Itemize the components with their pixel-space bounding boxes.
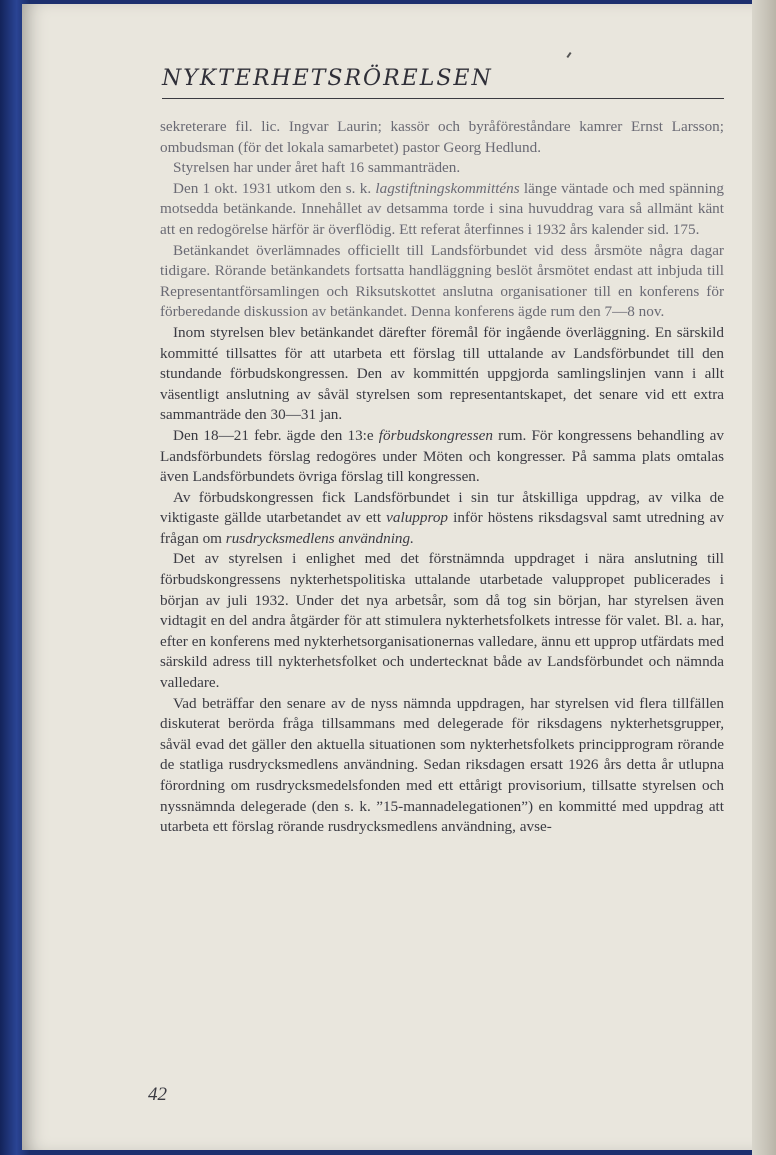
text-run: rum. För kongressens behandling av Landsförbundets förslag redogöres under Möten och kongresser. På samma plats omtalas även Landsförbundets övriga förslag till kongressen. — [160, 426, 724, 486]
paragraph — [160, 179, 724, 241]
italic-term: förbudskongressen — [378, 426, 493, 444]
paragraph — [160, 158, 724, 179]
text-run: länge väntade och med spänning motsedda betänkande. Innehållet av detsamma torde i sina huvuddrag vara så allmänt känt att en redogörelse härför är överflödig. Ett referat återfinnes i 1932 års kalender sid. 175. — [160, 179, 724, 238]
page-stack-edge — [752, 0, 776, 1155]
paragraph — [160, 241, 724, 323]
text-run: Det av styrelsen i enlighet med det förstnämnda uppdraget i nära anslutning till förbudskongressens nykterhetspolitiska uttalande utarbetade valuppropet publicerades i början av juli 1932. Under det nya arbetsår, som då tog sin början, har styrelsen även vidtagit en del andra åtgärder för att stimulera nykterhetsfolkets intresse för valet. Bl. a. har, efter en konferens med nykterhetsorganisationernas valledare, ännu ett upprop utfärdats med särskild adress till nykterhetsfolket och undertecknat både av Landsförbundet och nämnda valledare. — [160, 550, 724, 692]
text-run: sekreterare fil. lic. Ingvar Laurin; kassör och byråföreståndare kamrer Ernst Larsson; ombudsman (för det lokala samarbetet) pastor Georg Hedlund. — [160, 118, 724, 156]
text-run: Inom styrelsen blev betänkandet därefter föremål för ingående överläggning. En särskild kommitté tillsattes för att utarbeta ett förslag till uttalande av Landsförbundet till den stundande förbudskongressen. Den av kommittén uppgjorda samlingslinjen vann i allt väsentligt anslutning av såväl styrelsen som representantskapet, det senare vid ett extra sammanträde den 30—31 jan. — [160, 323, 724, 424]
italic-term: lagstiftningskommitténs — [375, 179, 520, 197]
paragraph — [160, 488, 724, 550]
page-number: 42 — [148, 1084, 167, 1105]
text-run: inför höstens riksdagsval samt utredning av frågan om — [160, 509, 725, 547]
paragraph — [160, 323, 724, 426]
paragraph — [160, 549, 724, 693]
paragraph — [160, 117, 724, 158]
text-run: Betänkandet överlämnades officiellt till Landsförbundet vid dess årsmöte några dagar tidigare. Rörande betänkandets fortsatta handläggning beslöt årsmötet endast att inbjuda till Representantförsamlingen och Riksutskottet anslutna organisationer till en konferens för förberedande diskussion av betänkandet. Denna konferens ägde rum den 7—8 nov. — [160, 241, 724, 321]
paragraph — [160, 426, 724, 488]
paragraph — [160, 694, 724, 838]
running-header — [162, 64, 724, 99]
body-text — [160, 117, 724, 838]
text-run: Styrelsen har under året haft 16 sammanträden. — [173, 159, 461, 177]
italic-term: valupprop — [386, 509, 449, 527]
italic-term: rusdrycksmedlens användning. — [225, 529, 414, 547]
text-run: Vad beträffar den senare av de nyss nämnda uppdragen, har styrelsen vid flera tillfällen diskuterat berörda fråga tillsammans med delegerade för riksdagens nykterhetsgrupper, såväl evad det gäller den aktuella situationen som nykterhetsfolkets principprogram rörande de statliga rusdrycksmedlens användning. Sedan riksdagen ersatt 1926 års detta år utlupna förordning om rusdrycksmedelsfonden med ett ettårigt provisorium, tillsatte styrelsen och nyssnämnda delegerade (den s. k. ”15-mannadelegationen”) en kommitté med uppdrag att utarbeta ett förslag rörande rusdrycksmedlens användning, avse- — [160, 694, 724, 836]
running-header-title: NYKTERHETSRÖRELSEN — [162, 66, 493, 91]
text-run: Av förbudskongressen fick Landsförbundet i sin tur åtskilliga uppdrag, av vilka de viktigaste gällde utarbetandet av ett — [160, 488, 724, 527]
text-run: Den 1 okt. 1931 utkom den s. k. — [173, 179, 376, 197]
text-run: Den 18—21 febr. ägde den 13:e — [173, 426, 379, 444]
